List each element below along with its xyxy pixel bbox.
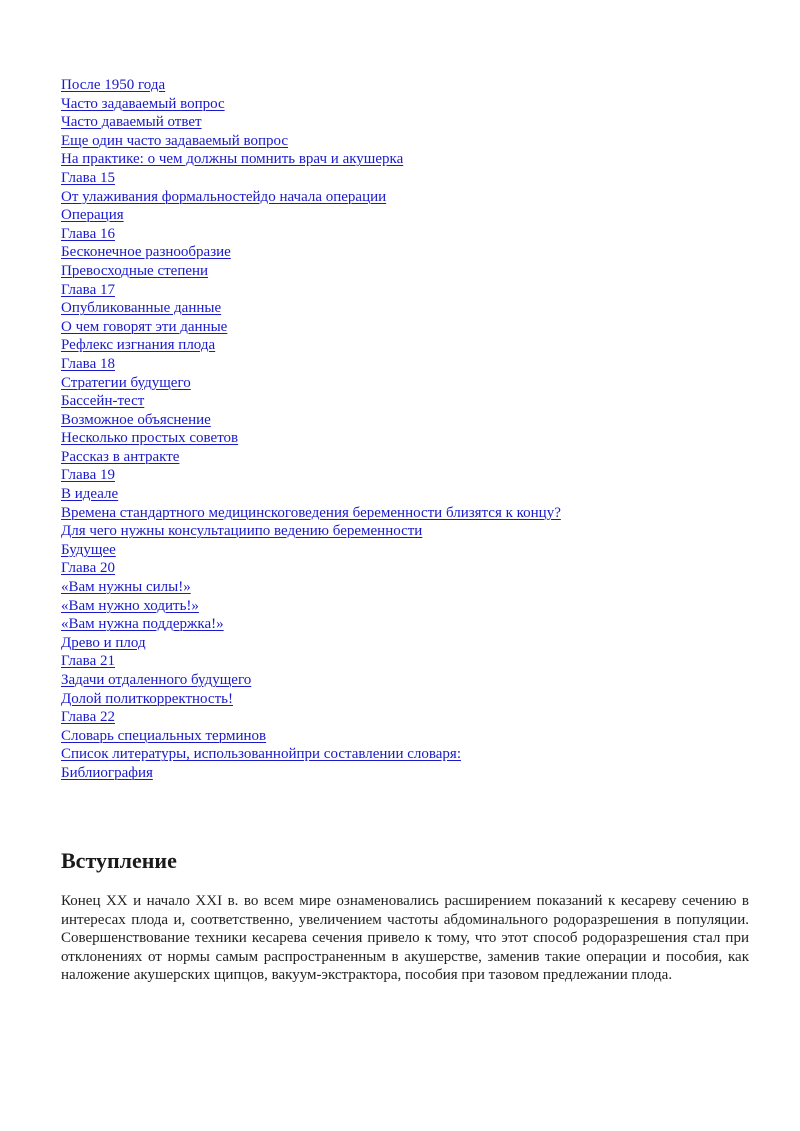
toc-item — [61, 206, 741, 225]
toc-item — [61, 615, 741, 634]
toc-link[interactable]: Бассейн-тест — [61, 393, 145, 410]
toc-link[interactable]: Стратегии будущего — [61, 374, 191, 391]
toc-link[interactable]: «Вам нужны силы!» — [61, 579, 191, 596]
toc-link[interactable]: Глава 22 — [61, 709, 115, 726]
toc-link[interactable]: Глава 20 — [61, 560, 115, 577]
toc-link[interactable]: Часто задаваемый вопрос — [61, 95, 225, 112]
toc-link[interactable]: После 1950 года — [61, 77, 166, 93]
toc-item — [61, 374, 741, 393]
toc-item — [61, 690, 741, 709]
toc-link[interactable]: Рефлекс изгнания плода — [61, 337, 216, 354]
toc-link[interactable]: «Вам нужна поддержка!» — [61, 616, 224, 633]
toc-link[interactable]: Возможное объяснение — [61, 411, 211, 428]
toc-link[interactable]: Операция — [61, 207, 124, 224]
toc-link[interactable]: О чем говорят эти данные — [61, 318, 228, 335]
toc-item — [61, 150, 741, 169]
toc-item — [61, 113, 741, 132]
toc-item — [61, 169, 741, 188]
toc-item — [61, 355, 741, 374]
toc-item — [61, 634, 741, 653]
toc-link[interactable]: Древо и плод — [61, 634, 146, 651]
toc-item — [61, 243, 741, 262]
toc-link[interactable]: В идеале — [61, 486, 119, 503]
toc-link[interactable]: Превосходные степени — [61, 262, 209, 279]
intro-paragraph: Конец XX и начало XXI в. во всем мире ознаменовались расширением показаний к кесареву сечению в интересах плода и, соответственно, увеличением частоты абдоминального родоразрешения в популяции. Совершенствование техники кесарева сечения привело к тому, что этот способ родоразрешения стал при отклонениях от нормы самым распространенным в акушерстве, заменив такие операции и пособия, как наложение акушерских щипцов, вакуум-экстрактора, пособия при тазовом предлежании плода. — [61, 893, 749, 984]
toc-item — [61, 541, 741, 560]
toc-link[interactable]: Глава 21 — [61, 653, 115, 670]
toc-link[interactable]: Долой политкорректность! — [61, 690, 233, 707]
toc-link[interactable]: Часто даваемый ответ — [61, 114, 202, 131]
toc-item — [61, 411, 741, 430]
toc-item — [61, 76, 741, 95]
toc-item — [61, 188, 741, 207]
toc-link[interactable]: Бесконечное разнообразие — [61, 244, 231, 261]
toc-item — [61, 764, 741, 783]
toc-item — [61, 597, 741, 616]
toc-link[interactable]: Несколько простых советов — [61, 430, 239, 447]
toc-item — [61, 708, 741, 727]
toc-item — [61, 522, 741, 541]
toc-item — [61, 336, 741, 355]
toc-link[interactable]: Для чего нужны консультациипо ведению беременности — [61, 523, 423, 540]
toc-link[interactable]: «Вам нужно ходить!» — [61, 597, 199, 614]
toc-item — [61, 504, 741, 523]
toc-link[interactable]: Глава 17 — [61, 281, 115, 298]
toc-item — [61, 652, 741, 671]
toc-link[interactable]: От улаживания формальностейдо начала операции — [61, 188, 387, 205]
toc-link[interactable]: На практике: о чем должны помнить врач и акушерка — [61, 151, 404, 168]
section-heading: Вступление — [61, 848, 177, 873]
toc-item — [61, 318, 741, 337]
toc-item — [61, 392, 741, 411]
toc-link[interactable]: Времена стандартного медицинскоговедения беременности близятся к концу? — [61, 504, 561, 521]
toc-item — [61, 281, 741, 300]
toc-link[interactable]: Задачи отдаленного будущего — [61, 672, 252, 688]
toc-link[interactable]: Будущее — [61, 541, 116, 558]
toc-item — [61, 671, 741, 690]
toc-link[interactable]: Список литературы, использованнойпри составлении словаря: — [61, 746, 461, 763]
toc-link[interactable]: Опубликованные данные — [61, 300, 222, 317]
toc-item — [61, 429, 741, 448]
toc-link[interactable]: Глава 18 — [61, 355, 115, 372]
toc-link[interactable]: Глава 16 — [61, 225, 115, 242]
toc-item — [61, 299, 741, 318]
toc-link[interactable]: Глава 15 — [61, 169, 115, 186]
toc-link[interactable]: Словарь специальных терминов — [61, 727, 267, 744]
toc-item — [61, 262, 741, 281]
toc-link[interactable]: Библиография — [61, 764, 153, 781]
toc-link[interactable]: Глава 19 — [61, 467, 115, 484]
toc-item — [61, 448, 741, 467]
toc-link[interactable]: Еще один часто задаваемый вопрос — [61, 132, 289, 149]
toc-item — [61, 485, 741, 504]
table-of-contents — [61, 76, 741, 783]
toc-item — [61, 745, 741, 764]
toc-item — [61, 559, 741, 578]
toc-item — [61, 132, 741, 151]
toc-item — [61, 225, 741, 244]
toc-item — [61, 727, 741, 746]
toc-item — [61, 95, 741, 114]
toc-item — [61, 466, 741, 485]
toc-item — [61, 578, 741, 597]
toc-link[interactable]: Рассказ в антракте — [61, 448, 180, 465]
